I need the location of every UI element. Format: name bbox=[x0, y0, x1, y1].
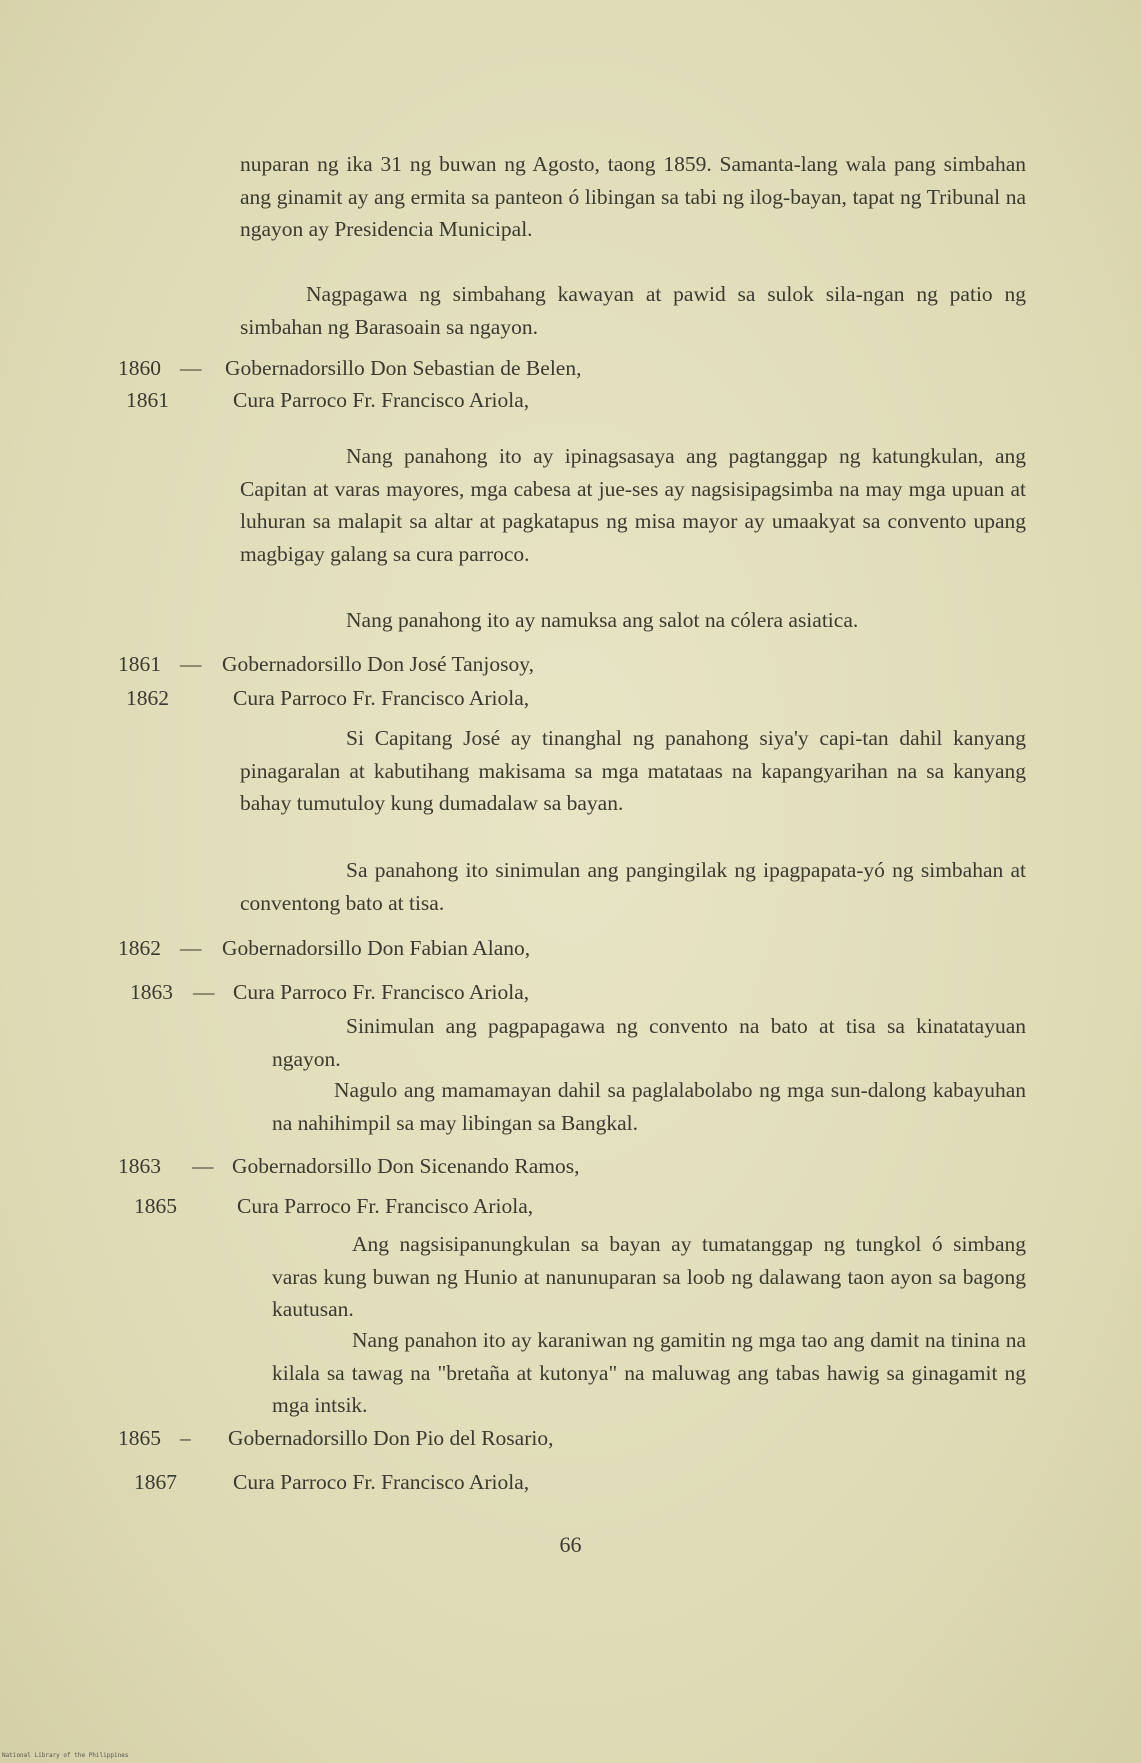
entry-dash: — bbox=[180, 936, 202, 960]
entry-year: 1862 bbox=[118, 936, 161, 960]
paragraph-9: Ang nagsisipanungkulan sa bayan ay tumatanggap ng tungkol ó simbang varas kung buwan ng Hunio at nanunuparan sa loob ng dalawang taon ayon sa bagong kautusan. bbox=[272, 1232, 1026, 1321]
entry-year: 1861 bbox=[126, 388, 169, 412]
paragraph-7: Sinimulan ang pagpapagawa ng convento na bato at tisa sa kinatatayuan ngayon. bbox=[272, 1014, 1026, 1071]
library-footer: National Library of the Philippines bbox=[2, 1752, 129, 1759]
paragraph-4: Nang panahong ito ay namuksa ang salot na cólera asiatica. bbox=[346, 608, 859, 632]
entry-text: Gobernadorsillo Don Sebastian de Belen, bbox=[225, 356, 582, 380]
entry-text: Gobernadorsillo Don Fabian Alano, bbox=[222, 936, 531, 960]
entry-dash: — bbox=[180, 652, 202, 676]
paragraph-1: nuparan ng ika 31 ng buwan ng Agosto, taong 1859. Samanta-lang wala pang simbahan ang ginamit ay ang ermita sa panteon ó libingan sa tabi ng ilog-bayan, tapat ng Tribunal na ngayon ay Presidencia Municipal. bbox=[240, 152, 1026, 241]
entry-dash: — bbox=[180, 356, 202, 380]
entry-text: Gobernadorsillo Don Pio del Rosario, bbox=[228, 1426, 554, 1450]
entry-text: Cura Parroco Fr. Francisco Ariola, bbox=[233, 980, 530, 1004]
entry-year: 1863 bbox=[118, 1154, 161, 1178]
entry-dash: – bbox=[180, 1426, 191, 1450]
entry-text: Gobernadorsillo Don José Tanjosoy, bbox=[222, 652, 535, 676]
entry-text: Cura Parroco Fr. Francisco Ariola, bbox=[233, 1470, 530, 1494]
paragraph-3: Nang panahong ito ay ipinagsasaya ang pagtanggap ng katungkulan, ang Capitan at varas mayores, mga cabesa at jue-ses ay nagsisipagsimba na may mga upuan at luhuran sa malapit sa altar at pagkatapus ng misa mayor ay umaakyat sa convento upang magbigay galang sa cura parroco. bbox=[240, 444, 1026, 566]
entry-text: Cura Parroco Fr. Francisco Ariola, bbox=[233, 686, 530, 710]
entry-dash: — bbox=[193, 980, 215, 1004]
paragraph-10: Nang panahon ito ay karaniwan ng gamitin ng mga tao ang damit na tinina na kilala sa tawag na "bretaña at kutonya" na maluwag ang tabas hawig sa ginagamit ng mga intsik. bbox=[272, 1328, 1026, 1417]
entry-year: 1865 bbox=[118, 1426, 161, 1450]
entry-year: 1867 bbox=[134, 1470, 177, 1494]
entry-dash: — bbox=[192, 1154, 214, 1178]
entry-year: 1865 bbox=[134, 1194, 177, 1218]
entry-text: Gobernadorsillo Don Sicenando Ramos, bbox=[232, 1154, 580, 1178]
page-number: 66 bbox=[559, 1532, 582, 1557]
paragraph-8: Nagulo ang mamamayan dahil sa paglalabolabo ng mga sun-dalong kabayuhan na nahihimpil sa may libingan sa Bangkal. bbox=[272, 1078, 1026, 1135]
paragraph-5: Si Capitang José ay tinanghal ng panahong siya'y capi-tan dahil kanyang pinagaralan at kabutihang makisama sa mga matataas na kapangyarihan na sa kanyang bahay tumutuloy kung dumadalaw sa bayan. bbox=[240, 726, 1026, 815]
entry-text: Cura Parroco Fr. Francisco Ariola, bbox=[237, 1194, 534, 1218]
paragraph-6: Sa panahong ito sinimulan ang pangingilak ng ipagpapata-yó ng simbahan at conventong bato at tisa. bbox=[240, 858, 1026, 915]
entry-year: 1861 bbox=[118, 652, 161, 676]
entry-text: Cura Parroco Fr. Francisco Ariola, bbox=[233, 388, 530, 412]
entry-year: 1860 bbox=[118, 356, 161, 380]
entry-year: 1862 bbox=[126, 686, 169, 710]
entry-year: 1863 bbox=[130, 980, 173, 1004]
paragraph-2: Nagpagawa ng simbahang kawayan at pawid sa sulok sila-ngan ng patio ng simbahan ng Barasoain sa ngayon. bbox=[240, 282, 1026, 339]
